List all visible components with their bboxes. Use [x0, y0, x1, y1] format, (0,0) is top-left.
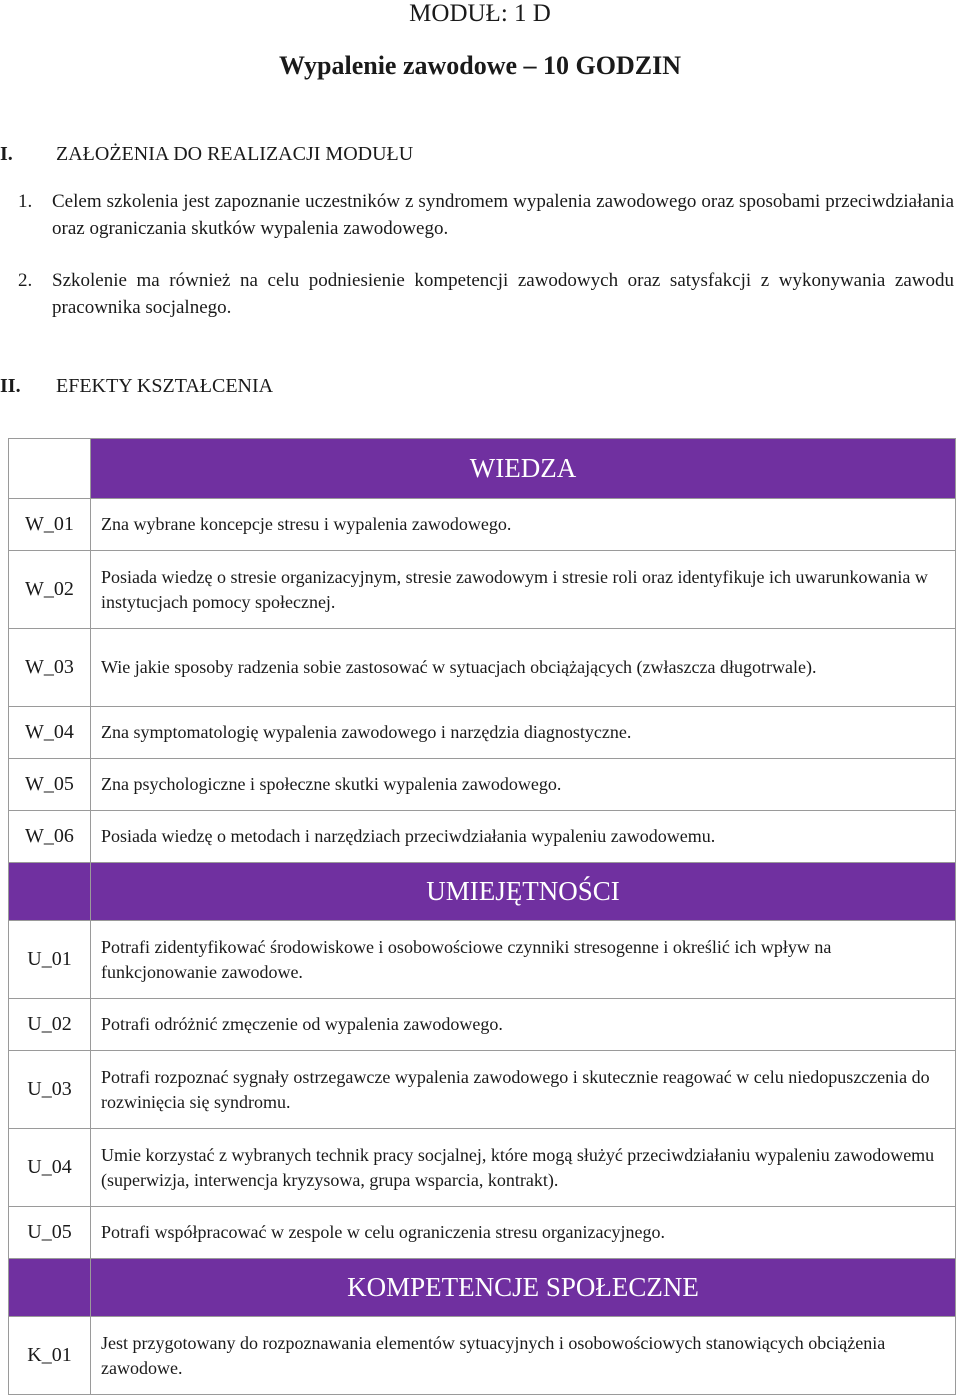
table-row [9, 1051, 956, 1129]
table-row [9, 707, 956, 759]
outcome-text: Potrafi współpracować w zespole w celu ograniczenia stresu organizacyjnego. [91, 1207, 956, 1259]
table-row [9, 551, 956, 629]
outcome-code: U_05 [9, 1207, 91, 1259]
outcome-code: W_02 [9, 551, 91, 629]
wiedza-header: WIEDZA [91, 439, 956, 499]
table-row [9, 811, 956, 863]
outcome-text: Zna wybrane koncepcje stresu i wypalenia zawodowego. [91, 499, 956, 551]
list-item [18, 188, 954, 242]
outcome-code: W_03 [9, 629, 91, 707]
outcome-code: K_01 [9, 1317, 91, 1395]
outcome-text: Posiada wiedzę o stresie organizacyjnym, stresie zawodowym i stresie roli oraz identyfikuje ich uwarunkowania w instytucjach pomocy społecznej. [91, 551, 956, 629]
outcome-code: U_01 [9, 921, 91, 999]
section-title: EFEKTY KSZTAŁCENIA [56, 375, 274, 397]
table-row [9, 499, 956, 551]
outcome-code: W_05 [9, 759, 91, 811]
section-title: ZAŁOŻENIA DO REALIZACJI MODUŁU [56, 143, 414, 165]
list-item [18, 267, 954, 321]
table-row [9, 1129, 956, 1207]
outcome-text: Jest przygotowany do rozpoznawania elementów sytuacyjnych i osobowościowych stanowiących obciążenia zawodowe. [91, 1317, 956, 1395]
outcome-text: Posiada wiedzę o metodach i narzędziach przeciwdziałania wypaleniu zawodowemu. [91, 811, 956, 863]
list-item-number: 1. [18, 191, 33, 212]
table-row [9, 999, 956, 1051]
list-item-text: Celem szkolenia jest zapoznanie uczestników z syndromem wypalenia zawodowego oraz sposobami przeciwdziałania oraz ograniczania skutków wypalenia zawodowego. [52, 191, 954, 239]
module-subtitle: Wypalenie zawodowe – 10 GODZIN [278, 51, 682, 80]
outcome-code: U_03 [9, 1051, 91, 1129]
outcome-code: W_04 [9, 707, 91, 759]
table-row [9, 1207, 956, 1259]
kompetencje-header: KOMPETENCJE SPOŁECZNE [91, 1259, 956, 1317]
section-number: II. [0, 375, 21, 397]
outcome-text: Zna psychologiczne i społeczne skutki wypalenia zawodowego. [91, 759, 956, 811]
list-item-number: 2. [18, 270, 33, 291]
outcome-text: Zna symptomatologię wypalenia zawodowego i narzędzia diagnostyczne. [91, 707, 956, 759]
module-title: MODUŁ: 1 D [409, 0, 551, 27]
outcome-text: Wie jakie sposoby radzenia sobie zastosować w sytuacjach obciążających (zwłaszcza długotrwale). [91, 629, 956, 707]
section-heading-1 [0, 142, 413, 166]
list-item-text: Szkolenie ma również na celu podniesienie kompetencji zawodowych oraz satysfakcji z wykonywania zawodu pracownika socjalnego. [52, 270, 954, 318]
outcome-code: U_02 [9, 999, 91, 1051]
outcome-code: U_04 [9, 1129, 91, 1207]
outcomes-table [8, 438, 956, 1395]
outcome-text: Potrafi odróżnić zmęczenie od wypalenia zawodowego. [91, 999, 956, 1051]
outcome-code: W_06 [9, 811, 91, 863]
outcome-text: Umie korzystać z wybranych technik pracy socjalnej, które mogą służyć przeciwdziałaniu wypaleniu zawodowemu (superwizja, interwencja kryzysowa, grupa wsparcia, kontrakt). [91, 1129, 956, 1207]
umiejetnosci-header: UMIEJĘTNOŚCI [91, 863, 956, 921]
table-row [9, 629, 956, 707]
table-row [9, 759, 956, 811]
outcome-code: W_01 [9, 499, 91, 551]
outcome-text: Potrafi zidentyfikować środowiskowe i osobowościowe czynniki stresogenne i określić ich wpływ na funkcjonowanie zawodowe. [91, 921, 956, 999]
section-heading-2 [0, 374, 273, 398]
table-row [9, 1317, 956, 1395]
table-row [9, 921, 956, 999]
section-number: I. [0, 143, 13, 165]
outcome-text: Potrafi rozpoznać sygnały ostrzegawcze wypalenia zawodowego i skutecznie reagować w celu niedopuszczenia do rozwinięcia się syndromu. [91, 1051, 956, 1129]
